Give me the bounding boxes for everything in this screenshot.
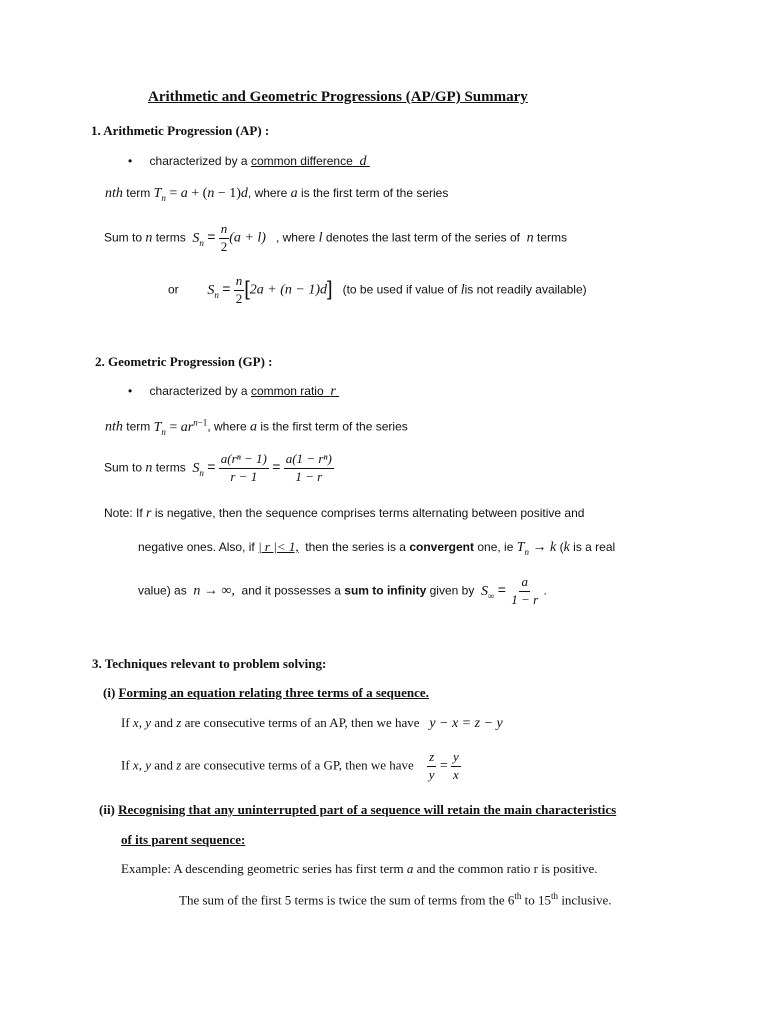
ap-common-difference: common difference d <box>250 154 367 169</box>
ap-relation-line: If x, y and z are consecutive terms of an AP, then we have y − x = z − y <box>121 715 503 731</box>
page-title: Arithmetic and Geometric Progressions (AP/GP) Summary <box>148 89 528 105</box>
sum-infinity-fraction: $\frac{a}{1 - r}$ <box>511 574 539 607</box>
technique-i-heading: (i) Forming an equation relating three terms of a sequence. <box>103 685 429 700</box>
gp-nth-formula: $T_n = ar^{n-1}$ <box>153 417 208 437</box>
gp-sum-fraction-1: $\frac{\text{a(rⁿ − 1)}}{r - 1}$ <box>220 451 267 484</box>
ap-alt-sum-line: or $S_n$ = $\frac{n}{2}$ [2a + (n − 1)d] (to be used if value of lis not readily available) <box>168 273 587 306</box>
ap-bullet-prefix: characterized by a <box>149 154 251 168</box>
gp-common-ratio: common ratio r <box>250 384 336 399</box>
ap-alt-fraction: $\frac{n}{2}$ <box>235 273 243 306</box>
example-line-2: The sum of the first 5 terms is twice the sum of terms from the 6th to 15th inclusive. <box>179 891 612 908</box>
example-line-1: Example: A descending geometric series has first term a and the common ratio r is positive. <box>121 861 598 876</box>
gp-relation-line: If x, y and z are consecutive terms of a GP, then we have $\frac{z}{y}$ = $\frac{y}{x}$ <box>121 749 459 782</box>
ap-heading: 1. Arithmetic Progression (AP) : <box>91 123 270 138</box>
technique-ii-heading: (ii) Recognising that any uninterrupted part of a sequence will retain the main characteristics <box>99 802 617 817</box>
ap-nth-formula: $T_n = a + (n - 1)d$ <box>153 186 248 203</box>
gp-sum-line: Sum to n terms $S_n$ = $\frac{\text{a(rⁿ − 1)}}{r - 1}$ = $\frac{\text{a(1 − rⁿ)}}{1 - r}$ <box>104 451 332 484</box>
gp-relation-fraction-1: $\frac{z}{y}$ <box>428 749 435 782</box>
ap-sum-fraction: $\frac{n}{2}$ <box>220 221 228 254</box>
technique-ii-heading-cont: of its parent sequence: <box>121 832 246 847</box>
gp-bullet: • characterized by a common ratio r <box>128 384 339 400</box>
gp-relation-fraction-2: $\frac{y}{x}$ <box>452 749 459 782</box>
gp-nth-term-line: nth term $T_n = ar^{n-1}$, where a is the first term of the series <box>105 417 408 437</box>
gp-note-line-1: Note: If r is negative, then the sequence comprises terms alternating between positive and <box>104 506 585 521</box>
ap-bullet <box>128 154 370 170</box>
gp-heading: 2. Geometric Progression (GP) : <box>95 354 273 369</box>
gp-note-line-2: negative ones. Also, if | r |< 1, then the series is a convergent one, ie $T_n \to k$ (k is a real <box>138 539 616 557</box>
ap-nth-term-line: nth term $T_n = a + (n - 1)d$, where a is the first term of the series <box>105 186 449 203</box>
gp-note-line-3: value) as n → ∞, and it possesses a sum to infinity given by $S_\infty$ = $\frac{a}{1 - r}$ . <box>138 574 547 607</box>
gp-sum-fraction-2: $\frac{\text{a(1 − rⁿ)}}{1 - r}$ <box>285 451 332 484</box>
ap-relation-formula: y − x = z − y <box>429 716 503 731</box>
ap-sum-line: Sum to n terms $S_n$ = $\frac{n}{2}$ (a + l) , where l denotes the last term of the series of n terms <box>104 221 567 254</box>
bullet-icon: • <box>128 384 133 398</box>
techniques-heading: 3. Techniques relevant to problem solving: <box>92 656 327 671</box>
bullet-icon: • <box>128 154 133 168</box>
